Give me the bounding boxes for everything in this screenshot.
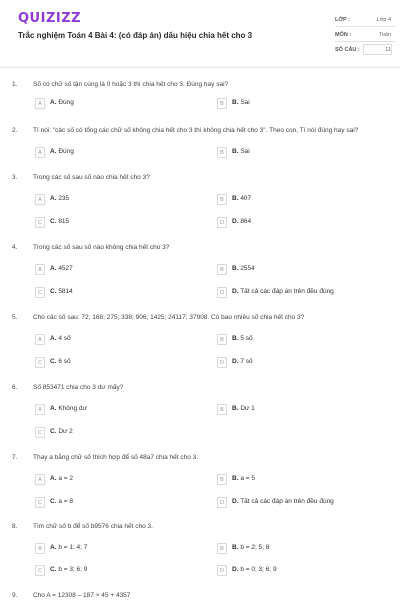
option-text: a = 8 — [58, 498, 73, 505]
question-text: Số có chữ số tận cùng là 0 hoặc 3 thì chia hết cho 3. Đúng hay sai? — [33, 81, 229, 88]
option-letter-box: D — [217, 497, 227, 508]
option-text: a = 5 — [240, 475, 255, 482]
option-text: Đúng — [58, 99, 74, 106]
option-text: Tất cả các đáp án trên đều đúng — [240, 498, 334, 505]
option-letter-box: A — [35, 543, 45, 554]
question-text: Thay a bằng chữ số thích hợp để số 48a7 chia hết cho 3. — [33, 454, 199, 461]
option-text: 5814 — [58, 288, 73, 295]
option-label: A. — [50, 265, 57, 272]
option-label: C. — [50, 498, 57, 505]
option-letter-box: A — [35, 194, 45, 205]
option-label: B. — [232, 148, 239, 155]
option-label: A. — [50, 475, 57, 482]
meta-subject-value: Toán — [379, 32, 391, 38]
option-letter-box: D — [217, 565, 227, 576]
meta-subject-label: MÔN : — [335, 32, 352, 38]
question-text: Tí nói: "các số có tổng các chữ số không chia hết cho 3 thì không chia hết cho 3". Theo con, Tí nói đúng hay sai? — [33, 127, 359, 134]
option-text: 407 — [240, 195, 252, 202]
option-text: 4527 — [58, 265, 73, 272]
option-label: C. — [50, 428, 57, 435]
option-letter-box: C — [35, 427, 45, 438]
option-text: b = 2; 5; 8 — [240, 544, 270, 551]
option-letter-box: B — [217, 98, 227, 109]
option-letter-box: D — [217, 217, 227, 228]
option-letter-box: A — [35, 98, 45, 109]
worksheet-title: Trắc nghiệm Toán 4 Bài 4: (có đáp án) dấu hiệu chia hết cho 3 — [18, 31, 253, 40]
option-text: Tất cả các đáp án trên đều đúng — [240, 288, 334, 295]
option-letter-box: D — [217, 357, 227, 368]
question-number: 1. — [12, 81, 18, 88]
option-label: B. — [232, 405, 239, 412]
quizizz-logo: QUIZIZZ — [18, 11, 82, 26]
option-label: C. — [50, 358, 57, 365]
option-text: 4 số — [58, 335, 71, 342]
question-number: 3. — [12, 174, 18, 181]
option-label: D. — [232, 498, 239, 505]
option-letter-box: C — [35, 217, 45, 228]
question-number: 2. — [12, 127, 18, 134]
option-text: Sai — [240, 148, 250, 155]
option-letter-box: C — [35, 565, 45, 576]
question-text: Số 853471 chia cho 3 dư mấy? — [33, 384, 124, 391]
question-text: Tìm chữ số b để số b9576 chia hết cho 3. — [33, 523, 153, 530]
meta-divider — [335, 26, 395, 27]
option-label: D. — [232, 288, 239, 295]
option-text: Sai — [240, 99, 250, 106]
option-text: 5 số — [240, 335, 253, 342]
question-number: 8. — [12, 523, 18, 530]
option-letter-box: C — [35, 357, 45, 368]
option-text: Dư 2 — [58, 428, 73, 435]
option-letter-box: D — [217, 287, 227, 298]
option-text: 815 — [58, 218, 70, 225]
option-label: A. — [50, 148, 57, 155]
option-label: A. — [50, 99, 57, 106]
option-label: A. — [50, 335, 57, 342]
option-text: b = 1; 4; 7 — [58, 544, 88, 551]
option-letter-box: A — [35, 474, 45, 485]
option-text: Không dư — [58, 405, 87, 412]
option-letter-box: B — [217, 474, 227, 485]
option-label: B. — [232, 99, 239, 106]
option-letter-box: A — [35, 334, 45, 345]
question-text: Trong các số sau số nào không chia hết cho 3? — [33, 244, 170, 251]
option-text: Dư 1 — [240, 405, 255, 412]
option-text: b = 0; 3; 6; 9 — [240, 566, 277, 573]
meta-divider — [335, 41, 395, 42]
question-text: Cho A = 12308 – 187 × 45 + 4357 — [33, 592, 131, 599]
option-letter-box: B — [217, 404, 227, 415]
option-text: 7 số — [240, 358, 253, 365]
option-letter-box: A — [35, 264, 45, 275]
option-text: 864 — [240, 218, 252, 225]
option-text: 235 — [58, 195, 70, 202]
option-letter-box: A — [35, 147, 45, 158]
option-text: b = 3; 6; 9 — [58, 566, 88, 573]
option-label: B. — [232, 335, 239, 342]
option-label: A. — [50, 405, 57, 412]
question-number: 4. — [12, 244, 18, 251]
question-number: 6. — [12, 384, 18, 391]
option-letter-box: C — [35, 497, 45, 508]
option-letter-box: B — [217, 264, 227, 275]
option-label: C. — [50, 218, 57, 225]
option-label: C. — [50, 288, 57, 295]
option-letter-box: B — [217, 334, 227, 345]
option-label: D. — [232, 218, 239, 225]
option-label: B. — [232, 475, 239, 482]
option-label: B. — [232, 544, 239, 551]
option-label: C. — [50, 566, 57, 573]
option-label: B. — [232, 265, 239, 272]
meta-class-value: Lớp 4 — [376, 17, 391, 23]
meta-count-label: SỐ CÂU : — [335, 47, 360, 53]
option-label: A. — [50, 544, 57, 551]
option-label: D. — [232, 566, 239, 573]
option-letter-box: B — [217, 194, 227, 205]
option-text: 2554 — [240, 265, 255, 272]
option-label: D. — [232, 358, 239, 365]
option-letter-box: B — [217, 543, 227, 554]
option-letter-box: A — [35, 404, 45, 415]
option-text: Đúng — [58, 148, 74, 155]
meta-class-label: LỚP : — [335, 17, 350, 23]
option-letter-box: B — [217, 147, 227, 158]
question-text: Trong các số sau số nào chia hết cho 3? — [33, 174, 150, 181]
meta-count-value: 11 — [385, 47, 391, 53]
option-label: A. — [50, 195, 57, 202]
worksheet-header — [0, 0, 400, 68]
option-text: 6 số — [58, 358, 71, 365]
question-number: 5. — [12, 314, 18, 321]
option-label: B. — [232, 195, 239, 202]
question-number: 9. — [12, 592, 18, 599]
question-text: Cho các số sau: 72; 168; 275; 338; 906; 1425; 24117; 37908. Có bao nhiêu số chia hết cho 3? — [33, 314, 305, 321]
question-number: 7. — [12, 454, 18, 461]
option-text: a = 2 — [58, 475, 73, 482]
option-letter-box: C — [35, 287, 45, 298]
